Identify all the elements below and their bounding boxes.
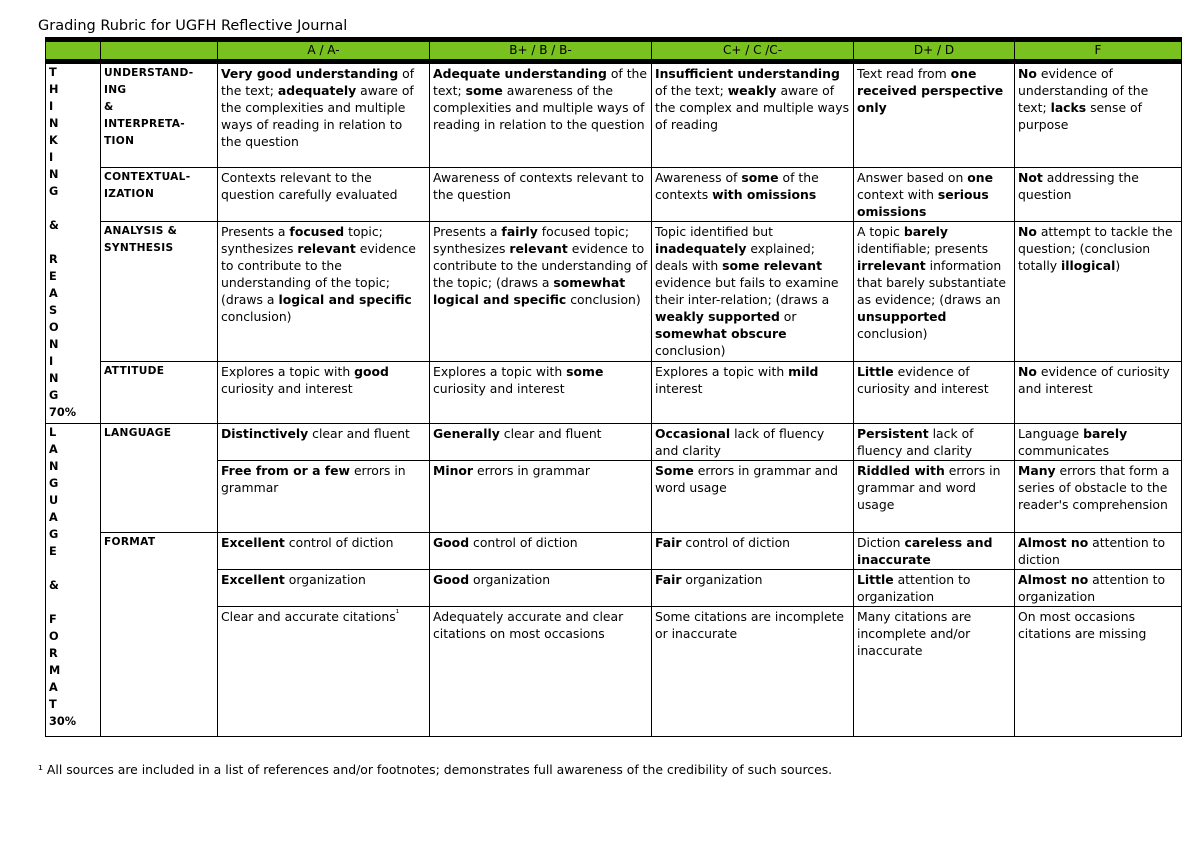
criterion-name bbox=[101, 533, 218, 737]
footnote-marker: ¹ bbox=[38, 762, 43, 777]
cell-text-segment: of the text; bbox=[433, 66, 648, 98]
cell-text-segment: Explores a topic with bbox=[221, 364, 355, 379]
header-blank-cell bbox=[46, 40, 101, 62]
criterion-name bbox=[101, 362, 218, 424]
side-label-letter: A bbox=[49, 443, 58, 456]
cell-text-segment: evidence of understanding of the text; bbox=[1018, 66, 1149, 115]
cell-text-segment: errors in grammar and word usage bbox=[857, 463, 1001, 512]
cell-text-segment: adequately bbox=[277, 83, 357, 98]
rubric-descriptor-cell bbox=[1015, 362, 1182, 424]
cell-text-segment: clear and fluent bbox=[499, 426, 602, 441]
rubric-descriptor-cell bbox=[652, 424, 854, 461]
cell-text-segment: On most occasions citations are missing bbox=[1018, 609, 1147, 641]
rubric-row bbox=[46, 222, 1182, 362]
cell-text-segment: evidence of curiosity and interest bbox=[1018, 364, 1170, 396]
rubric-descriptor-cell bbox=[854, 461, 1015, 533]
rubric-descriptor-cell bbox=[854, 168, 1015, 222]
rubric-descriptor-cell bbox=[1015, 533, 1182, 570]
cell-text-segment: attempt to tackle the question; (conclusion totally bbox=[1018, 224, 1173, 273]
cell-text-segment: one bbox=[967, 170, 994, 185]
rubric-descriptor-cell bbox=[1015, 424, 1182, 461]
footnote bbox=[38, 762, 832, 777]
section-side-label bbox=[46, 62, 101, 424]
rubric-descriptor-cell bbox=[430, 461, 652, 533]
cell-text-segment: some bbox=[465, 83, 503, 98]
rubric-descriptor-cell bbox=[652, 607, 854, 737]
side-label-letter: & bbox=[49, 219, 59, 232]
cell-text-segment: errors that form a series of obstacle to the reader's comprehension bbox=[1018, 463, 1170, 512]
side-label-letter: H bbox=[49, 83, 59, 96]
rubric-descriptor-cell bbox=[218, 362, 430, 424]
cell-text-segment: Good bbox=[433, 572, 470, 587]
side-label-letter: F bbox=[49, 613, 57, 626]
cell-text-segment: identifiable; presents bbox=[857, 241, 989, 256]
cell-text-segment: Almost no bbox=[1018, 535, 1089, 550]
rubric-descriptor-cell bbox=[1015, 570, 1182, 607]
criterion-name-line: IZATION bbox=[104, 188, 155, 200]
rubric-descriptor-cell bbox=[652, 362, 854, 424]
rubric-descriptor-cell bbox=[1015, 168, 1182, 222]
rubric-descriptor-cell bbox=[1015, 461, 1182, 533]
cell-text-segment: one received perspective only bbox=[857, 66, 1004, 115]
criterion-name-line: SYNTHESIS bbox=[104, 242, 174, 254]
cell-text-segment: conclusion) bbox=[655, 343, 726, 358]
cell-text-segment: sense of purpose bbox=[1018, 100, 1142, 132]
cell-text-segment: some bbox=[741, 170, 779, 185]
rubric-descriptor-cell bbox=[430, 570, 652, 607]
cell-text-segment: of the text; bbox=[655, 83, 728, 98]
cell-text-segment: Distinctively bbox=[221, 426, 309, 441]
cell-text-segment: Explores a topic with bbox=[655, 364, 789, 379]
cell-text-segment: Excellent bbox=[221, 572, 285, 587]
side-label-letter: G bbox=[49, 528, 59, 541]
cell-text-segment: A topic bbox=[857, 224, 904, 239]
cell-text-segment: organization bbox=[681, 572, 763, 587]
cell-text-segment: evidence to contribute to the understanding of the topic; (draws a bbox=[433, 241, 648, 290]
rubric-descriptor-cell bbox=[430, 168, 652, 222]
cell-text-segment: interest bbox=[655, 381, 703, 396]
cell-text-segment: relevant bbox=[297, 241, 356, 256]
cell-text-segment: barely bbox=[1083, 426, 1128, 441]
side-label-letter: A bbox=[49, 287, 58, 300]
cell-text-segment: Good bbox=[433, 535, 470, 550]
cell-text-segment: some bbox=[566, 364, 604, 379]
cell-text-segment: Topic identified but bbox=[655, 224, 773, 239]
cell-text-segment: Excellent bbox=[221, 535, 285, 550]
side-label-letter: O bbox=[49, 630, 59, 643]
cell-text-segment: Answer based on bbox=[857, 170, 968, 185]
cell-text-segment: attention to organization bbox=[1018, 572, 1166, 604]
cell-text-segment: No bbox=[1018, 364, 1037, 379]
cell-text-segment: weakly supported bbox=[655, 309, 780, 324]
cell-text-segment: aware of the complexities and multiple ways of reading in relation to the question bbox=[221, 83, 414, 149]
cell-text-segment: somewhat obscure bbox=[655, 326, 787, 341]
grade-column-header: D+ / D bbox=[854, 40, 1015, 62]
rubric-descriptor-cell bbox=[652, 168, 854, 222]
cell-text-segment: organization bbox=[469, 572, 551, 587]
grade-column-header: F bbox=[1015, 40, 1182, 62]
header-blank-cell bbox=[101, 40, 218, 62]
criterion-name bbox=[101, 62, 218, 168]
rubric-descriptor-cell bbox=[430, 607, 652, 737]
cell-text-segment: errors in grammar and word usage bbox=[655, 463, 838, 495]
cell-text-segment: control of diction bbox=[284, 535, 394, 550]
cell-text-segment: logical and specific bbox=[278, 292, 412, 307]
rubric-descriptor-cell bbox=[1015, 607, 1182, 737]
rubric-descriptor-cell bbox=[218, 607, 430, 737]
side-label-letter: I bbox=[49, 151, 54, 164]
cell-text-segment: evidence to contribute to the understanding of the topic; (draws a bbox=[221, 241, 416, 307]
side-label-letter: T bbox=[49, 698, 57, 711]
criterion-name-line: TION bbox=[104, 135, 135, 147]
cell-text-segment: inadequately bbox=[655, 241, 747, 256]
criterion-name-line: & bbox=[104, 101, 114, 113]
rubric-descriptor-cell bbox=[218, 168, 430, 222]
rubric-descriptor-cell bbox=[854, 424, 1015, 461]
side-label-letter: N bbox=[49, 117, 59, 130]
side-label-letter: I bbox=[49, 100, 54, 113]
section-side-label bbox=[46, 424, 101, 737]
side-label-letter: R bbox=[49, 647, 58, 660]
cell-text-segment: unsupported bbox=[857, 309, 947, 324]
cell-text-segment: irrelevant bbox=[857, 258, 926, 273]
rubric-descriptor-cell bbox=[854, 222, 1015, 362]
rubric-descriptor-cell bbox=[430, 362, 652, 424]
rubric-descriptor-cell bbox=[218, 570, 430, 607]
criterion-name bbox=[101, 168, 218, 222]
side-label-letter: 70% bbox=[49, 406, 77, 419]
cell-text-segment: Not bbox=[1018, 170, 1043, 185]
criterion-name-line: ANALYSIS & bbox=[104, 225, 178, 237]
cell-text-segment: addressing the question bbox=[1018, 170, 1139, 202]
side-label-letter: A bbox=[49, 681, 58, 694]
grade-column-header: C+ / C /C- bbox=[652, 40, 854, 62]
cell-text-segment: serious omissions bbox=[857, 187, 989, 219]
cell-text-segment: errors in grammar bbox=[221, 463, 406, 495]
cell-text-segment: ¹ bbox=[395, 608, 400, 619]
rubric-descriptor-cell bbox=[854, 533, 1015, 570]
cell-text-segment: conclusion) bbox=[221, 309, 292, 324]
side-label-letter: G bbox=[49, 389, 59, 402]
cell-text-segment: topic; synthesizes bbox=[221, 224, 383, 256]
side-label-letter: I bbox=[49, 355, 54, 368]
rubric-descriptor-cell bbox=[430, 533, 652, 570]
rubric-descriptor-cell bbox=[430, 62, 652, 168]
rubric-table bbox=[45, 37, 1182, 737]
cell-text-segment: Many citations are incomplete and/or inaccurate bbox=[857, 609, 972, 658]
cell-text-segment: Insufficient understanding bbox=[655, 66, 840, 81]
side-label-letter: N bbox=[49, 338, 59, 351]
grade-header-row bbox=[46, 40, 1182, 62]
cell-text-segment: somewhat logical and specific bbox=[433, 275, 626, 307]
cell-text-segment: mild bbox=[788, 364, 819, 379]
cell-text-segment: good bbox=[354, 364, 389, 379]
rubric-descriptor-cell bbox=[218, 62, 430, 168]
criterion-name-line: LANGUAGE bbox=[104, 427, 172, 439]
criterion-name-line: CONTEXTUAL- bbox=[104, 171, 191, 183]
cell-text-segment: Diction bbox=[857, 535, 905, 550]
cell-text-segment: explained; deals with bbox=[655, 241, 815, 273]
cell-text-segment: Almost no bbox=[1018, 572, 1089, 587]
side-label-letter: N bbox=[49, 168, 59, 181]
side-label-letter: U bbox=[49, 494, 59, 507]
cell-text-segment: evidence but fails to examine their inter-relation; (draws a bbox=[655, 275, 839, 307]
rubric-descriptor-cell bbox=[218, 222, 430, 362]
rubric-descriptor-cell bbox=[218, 424, 430, 461]
grade-column-header: A / A- bbox=[218, 40, 430, 62]
cell-text-segment: Free from or a few bbox=[221, 463, 350, 478]
cell-text-segment: control of diction bbox=[469, 535, 578, 550]
grade-column-header: B+ / B / B- bbox=[430, 40, 652, 62]
criterion-name-line: INTERPRETA- bbox=[104, 118, 185, 130]
cell-text-segment: awareness of the complexities and multiple ways of reading in relation to the question bbox=[433, 83, 645, 132]
cell-text-segment: Minor bbox=[433, 463, 474, 478]
criterion-name-line: UNDERSTAND- bbox=[104, 67, 194, 79]
cell-text-segment: Persistent bbox=[857, 426, 929, 441]
cell-text-segment: Many bbox=[1018, 463, 1056, 478]
rubric-descriptor-cell bbox=[652, 62, 854, 168]
cell-text-segment: careless and inaccurate bbox=[857, 535, 993, 567]
rubric-descriptor-cell bbox=[652, 461, 854, 533]
cell-text-segment: or bbox=[779, 309, 797, 324]
rubric-descriptor-cell bbox=[430, 222, 652, 362]
rubric-descriptor-cell bbox=[652, 570, 854, 607]
cell-text-segment: relevant bbox=[509, 241, 568, 256]
cell-text-segment: clear and fluent bbox=[308, 426, 410, 441]
cell-text-segment: Little bbox=[857, 364, 894, 379]
cell-text-segment: illogical bbox=[1061, 258, 1116, 273]
cell-text-segment: lack of fluency and clarity bbox=[655, 426, 825, 458]
side-label-letter: A bbox=[49, 511, 58, 524]
side-label-letter: N bbox=[49, 460, 59, 473]
side-label-letter: K bbox=[49, 134, 58, 147]
cell-text-segment: Fair bbox=[655, 535, 682, 550]
cell-text-segment: Very good understanding bbox=[221, 66, 399, 81]
cell-text-segment: Little bbox=[857, 572, 894, 587]
rubric-descriptor-cell bbox=[854, 362, 1015, 424]
document-title: Grading Rubric for UGFH Reflective Journal bbox=[38, 18, 348, 34]
cell-text-segment: weakly bbox=[727, 83, 777, 98]
side-label-letter: E bbox=[49, 270, 57, 283]
rubric-descriptor-cell bbox=[1015, 62, 1182, 168]
rubric-row bbox=[46, 424, 1182, 461]
rubric-descriptor-cell bbox=[430, 424, 652, 461]
cell-text-segment: Presents a bbox=[433, 224, 502, 239]
cell-text-segment: Adequately accurate and clear citations on most occasions bbox=[433, 609, 624, 641]
cell-text-segment: Text read from bbox=[857, 66, 951, 81]
cell-text-segment: of the contexts bbox=[655, 170, 819, 202]
side-label-letter: O bbox=[49, 321, 59, 334]
cell-text-segment: conclusion) bbox=[566, 292, 641, 307]
side-label-letter: S bbox=[49, 304, 58, 317]
footnote-text: All sources are included in a list of references and/or footnotes; demonstrates full awareness of the credibility of such sources. bbox=[46, 762, 833, 777]
rubric-row bbox=[46, 168, 1182, 222]
criterion-name bbox=[101, 222, 218, 362]
criterion-name-line: ING bbox=[104, 84, 127, 96]
side-label-letter: T bbox=[49, 66, 57, 79]
cell-text-segment: communicates bbox=[1018, 443, 1110, 458]
rubric-row bbox=[46, 533, 1182, 570]
rubric-descriptor-cell bbox=[854, 607, 1015, 737]
cell-text-segment: errors in grammar bbox=[473, 463, 590, 478]
rubric-descriptor-cell bbox=[652, 533, 854, 570]
cell-text-segment: evidence of curiosity and interest bbox=[857, 364, 989, 396]
cell-text-segment: Presents a bbox=[221, 224, 290, 239]
cell-text-segment: curiosity and interest bbox=[433, 381, 565, 396]
cell-text-segment: Awareness of bbox=[655, 170, 742, 185]
cell-text-segment: ) bbox=[1115, 258, 1121, 273]
side-label-letter: 30% bbox=[49, 715, 77, 728]
cell-text-segment: Explores a topic with bbox=[433, 364, 567, 379]
cell-text-segment: No bbox=[1018, 224, 1037, 239]
cell-text-segment: attention to diction bbox=[1018, 535, 1166, 567]
criterion-name-line: ATTITUDE bbox=[104, 365, 165, 377]
rubric-descriptor-cell bbox=[218, 461, 430, 533]
cell-text-segment: with omissions bbox=[712, 187, 817, 202]
cell-text-segment: attention to organization bbox=[857, 572, 971, 604]
cell-text-segment: aware of the complex and multiple ways of reading bbox=[655, 83, 850, 132]
cell-text-segment: some relevant bbox=[722, 258, 823, 273]
cell-text-segment: control of diction bbox=[681, 535, 791, 550]
cell-text-segment: lacks bbox=[1050, 100, 1087, 115]
side-label-letter: R bbox=[49, 253, 58, 266]
cell-text-segment: Some citations are incomplete or inaccurate bbox=[655, 609, 845, 641]
cell-text-segment: Generally bbox=[433, 426, 500, 441]
criterion-name-line: FORMAT bbox=[104, 536, 156, 548]
side-label-letter: G bbox=[49, 185, 59, 198]
side-label-letter: E bbox=[49, 545, 57, 558]
cell-text-segment: Adequate understanding bbox=[433, 66, 607, 81]
side-label-letter: M bbox=[49, 664, 61, 677]
rubric-descriptor-cell bbox=[1015, 222, 1182, 362]
rubric-descriptor-cell bbox=[218, 533, 430, 570]
cell-text-segment: fairly bbox=[501, 224, 538, 239]
cell-text-segment: Fair bbox=[655, 572, 682, 587]
side-label-letter: L bbox=[49, 426, 57, 439]
cell-text-segment: Occasional bbox=[655, 426, 731, 441]
cell-text-segment: organization bbox=[284, 572, 366, 587]
rubric-descriptor-cell bbox=[854, 62, 1015, 168]
rubric-row bbox=[46, 62, 1182, 168]
cell-text-segment: Awareness of contexts relevant to the question bbox=[433, 170, 644, 202]
rubric-row bbox=[46, 362, 1182, 424]
side-label-letter: G bbox=[49, 477, 59, 490]
rubric-descriptor-cell bbox=[854, 570, 1015, 607]
side-label-letter: N bbox=[49, 372, 59, 385]
cell-text-segment: focused topic; synthesizes bbox=[433, 224, 630, 256]
cell-text-segment: curiosity and interest bbox=[221, 381, 353, 396]
cell-text-segment: conclusion) bbox=[857, 326, 928, 341]
cell-text-segment: lack of fluency and clarity bbox=[857, 426, 974, 458]
cell-text-segment: No bbox=[1018, 66, 1037, 81]
cell-text-segment: barely bbox=[903, 224, 948, 239]
rubric-descriptor-cell bbox=[652, 222, 854, 362]
cell-text-segment: Riddled with bbox=[857, 463, 945, 478]
side-label-letter: & bbox=[49, 579, 59, 592]
cell-text-segment: Contexts relevant to the question carefully evaluated bbox=[221, 170, 398, 202]
cell-text-segment: focused bbox=[289, 224, 345, 239]
cell-text-segment: Language bbox=[1018, 426, 1084, 441]
cell-text-segment: Clear and accurate citations bbox=[221, 609, 396, 624]
cell-text-segment: of the text; bbox=[221, 66, 415, 98]
criterion-name bbox=[101, 424, 218, 533]
cell-text-segment: information that barely substantiate as evidence; (draws an bbox=[857, 258, 1007, 307]
cell-text-segment: Some bbox=[655, 463, 694, 478]
cell-text-segment: context with bbox=[857, 187, 938, 202]
